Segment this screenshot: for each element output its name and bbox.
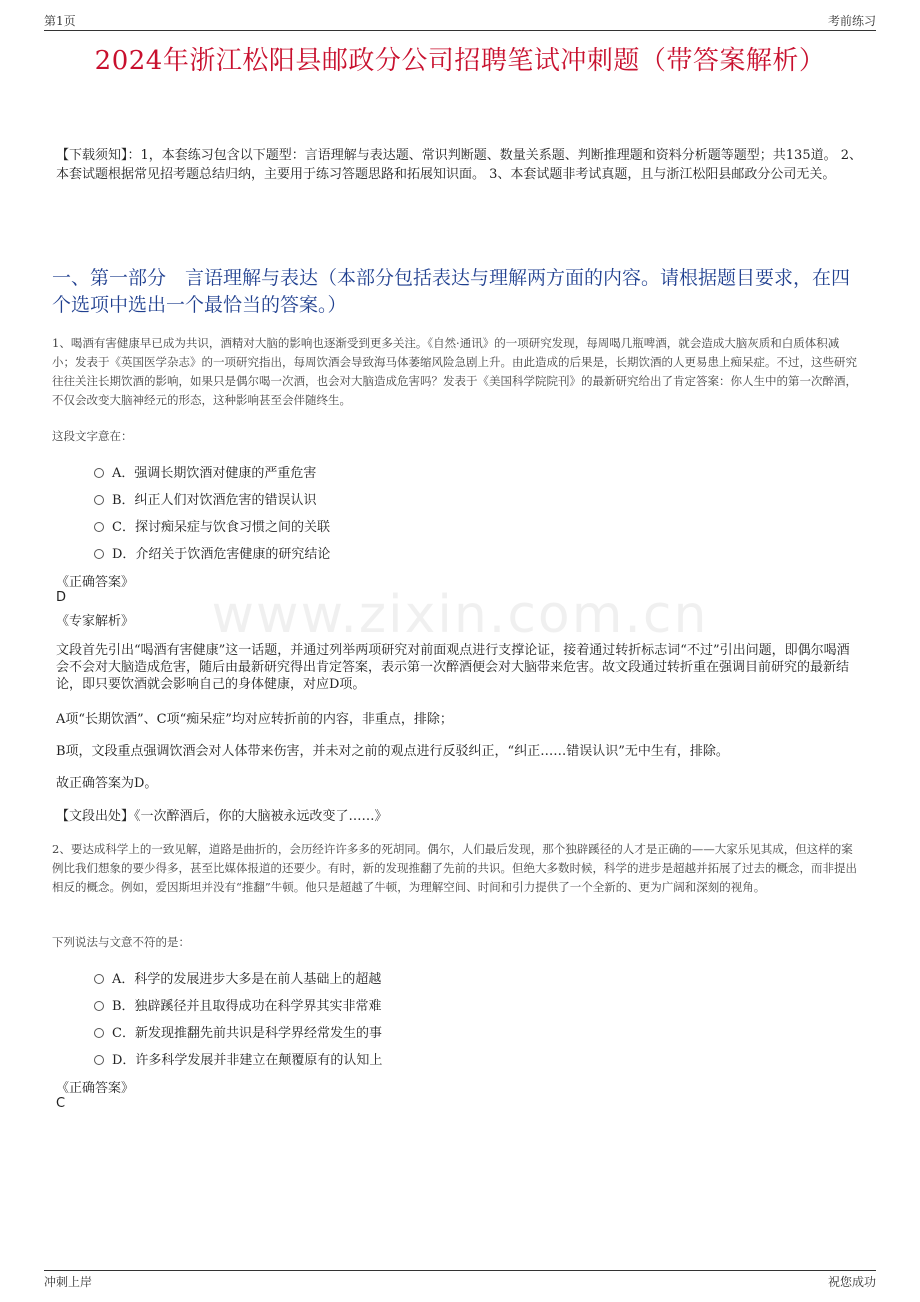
- footer-right: 祝您成功: [827, 1275, 876, 1289]
- analysis-paragraph: A项“长期饮酒”、C项“痴呆症”均对应转折前的内容，非重点，排除；: [56, 712, 453, 727]
- radio-icon[interactable]: [94, 1028, 104, 1038]
- question-1-answer: D: [56, 590, 67, 605]
- question-1-option-b[interactable]: B．纠正人们对饮酒危害的错误认识: [94, 489, 317, 508]
- header-label: 考前练习: [827, 14, 876, 28]
- question-2-option-a[interactable]: A．科学的发展进步大多是在前人基础上的超越: [94, 968, 381, 987]
- question-2-option-d[interactable]: D．许多科学发展并非建立在颠覆原有的认知上: [94, 1049, 382, 1068]
- question-2-option-c[interactable]: C．新发现推翻先前共识是科学界经常发生的事: [94, 1022, 382, 1041]
- question-2-answer: C: [56, 1096, 66, 1111]
- radio-icon[interactable]: [94, 1055, 104, 1065]
- question-1-option-a[interactable]: A．强调长期饮酒对健康的严重危害: [94, 462, 316, 481]
- radio-icon[interactable]: [94, 1001, 104, 1011]
- document-title: 2024年浙江松阳县邮政分公司招聘笔试冲刺题（带答案解析）: [94, 46, 826, 76]
- analysis-paragraph: B项，文段重点强调饮酒会对人体带来伤害，并未对之前的观点进行反驳纠正，“纠正……错误认识”无中生有，排除。: [56, 744, 729, 759]
- radio-icon[interactable]: [94, 495, 104, 505]
- radio-icon[interactable]: [94, 522, 104, 532]
- question-2-text: 2、要达成科学上的一致见解，道路是曲折的，会历经许许多多的死胡同。偶尔，人们最后发现，那个独辟蹊径的人才是正确的——大家乐见其成，但这样的案例比我们想象的要少得多，甚至比媒体报道的还要少。有时，新的发现推翻了先前的共识。但绝大多数时候，科学的进步是超越并拓展了过去的概念，而非提出相反的概念。例如，爱因斯坦并没有“推翻”牛顿。他只是超越了牛顿，为理解空间、时间和引力提供了一个全新的、更为广阔和深刻的视角。: [52, 842, 857, 894]
- question-1-analysis-label: 《专家解析》: [56, 614, 135, 629]
- watermark: www.zixin.com.cn: [211, 585, 709, 645]
- radio-icon[interactable]: [94, 468, 104, 478]
- source-reference: 【文段出处】《一次醉酒后，你的大脑被永远改变了……》: [56, 809, 388, 824]
- analysis-paragraph: 文段首先引出“喝酒有害健康”这一话题，并通过列举两项研究对前面观点进行支撑论证，接着通过转折标志词“不过”引出问题，即偶尔喝酒会不会对大脑造成危害，随后由最新研究得出肯定答案，表示第一次醉酒便会对大脑带来危害。故文段通过转折重在强调目前研究的最新结论，即只要饮酒就会影响自己的身体健康，对应D项。: [56, 643, 850, 692]
- analysis-paragraph: 故正确答案为D。: [56, 776, 158, 791]
- question-2-option-b[interactable]: B．独辟蹊径并且取得成功在科学界其实非常难: [94, 995, 382, 1014]
- question-2-answer-label: 《正确答案》: [56, 1081, 135, 1096]
- question-1-option-c[interactable]: C．探讨痴呆症与饮食习惯之间的关联: [94, 516, 330, 535]
- question-2-prompt: 下列说法与文意不符的是：: [52, 935, 190, 949]
- page-header: [44, 12, 876, 31]
- page-footer: [44, 1270, 876, 1291]
- download-notice: 【下载须知】：1，本套练习包含以下题型：言语理解与表达题、常识判断题、数量关系题、判断推理题和资料分析题等题型；共135道。 2、本套试题根据常见招考题总结归纳，主要用于练习答题思路和拓展知识面。 3、本套试题非考试真题，且与浙江松阳县邮政分公司无关。: [56, 148, 862, 182]
- question-1-answer-label: 《正确答案》: [56, 575, 135, 590]
- page-number: 第1页: [44, 14, 76, 28]
- footer-left: 冲刺上岸: [44, 1275, 93, 1289]
- question-1-option-d[interactable]: D．介绍关于饮酒危害健康的研究结论: [94, 543, 330, 562]
- radio-icon[interactable]: [94, 974, 104, 984]
- radio-icon[interactable]: [94, 549, 104, 559]
- section-heading: 一、第一部分 言语理解与表达（本部分包括表达与理解两方面的内容。请根据题目要求，在四个选项中选出一个最恰当的答案。）: [52, 267, 851, 316]
- question-1-prompt: 这段文字意在：: [52, 429, 133, 443]
- question-1-text: 1、喝酒有害健康早已成为共识，酒精对大脑的影响也逐渐受到更多关注。《自然·通讯》的一项研究发现，每周喝几瓶啤酒，就会造成大脑灰质和白质体积减小；发表于《英国医学杂志》的一项研究指出，每周饮酒会导致海马体萎缩风险急剧上升。由此造成的后果是，长期饮酒的人更易患上痴呆症。不过，这些研究往往关注长期饮酒的影响，如果只是偶尔喝一次酒，也会对大脑造成危害吗？发表于《美国科学院院刊》的最新研究给出了肯定答案：你人生中的第一次醉酒，不仅会改变大脑神经元的形态，这种影响甚至会伴随终生。: [52, 336, 857, 407]
